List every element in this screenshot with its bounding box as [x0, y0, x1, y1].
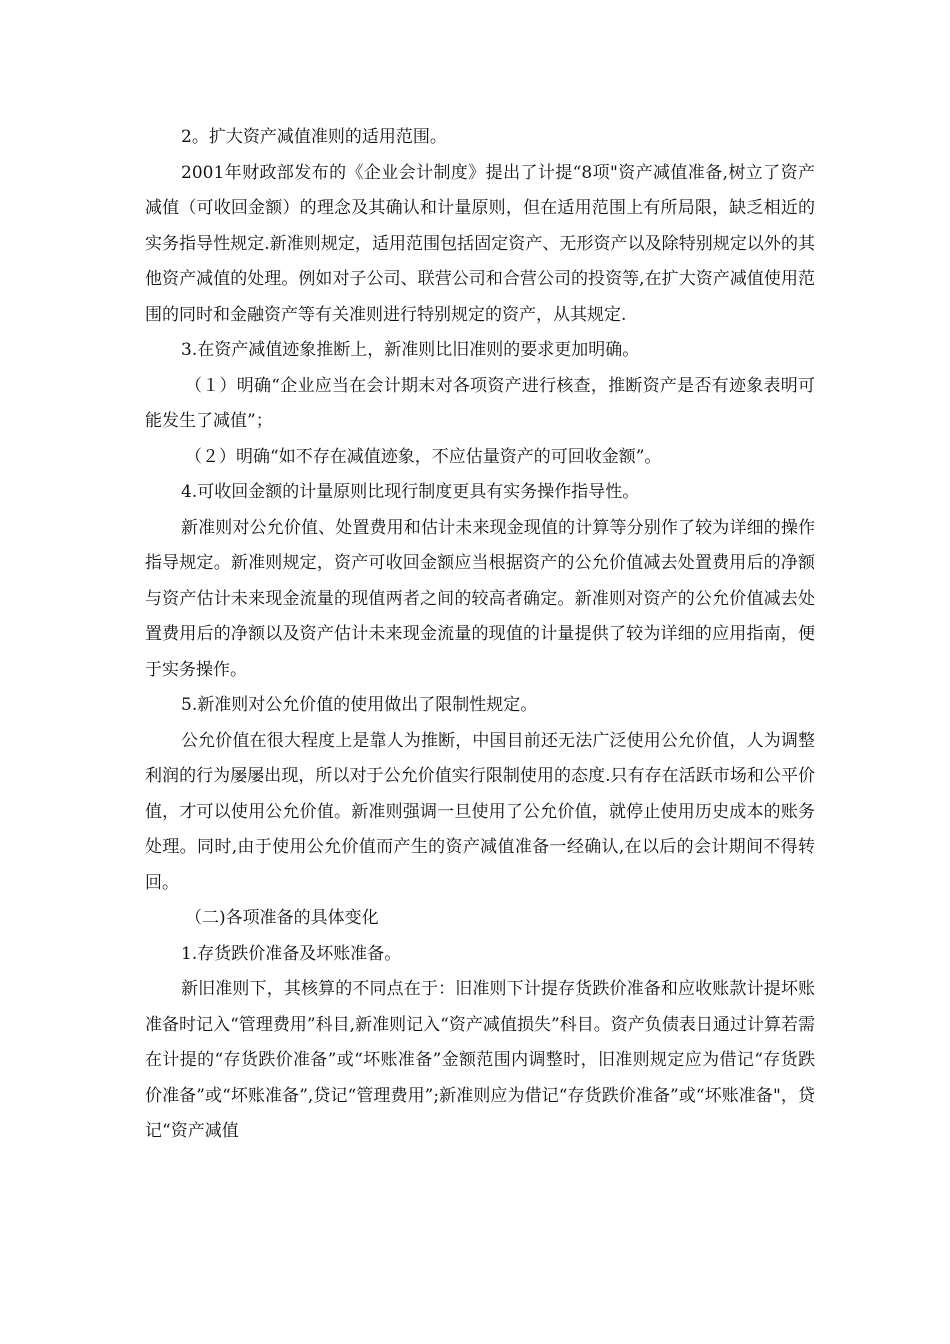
- section-heading-inventory-bad-debt: 1.存货跌价准备及坏账准备。: [181, 943, 402, 964]
- list-item-indicator-2: （２）明确“如不存在减值迹象，不应估量资产的可回收金额”。: [185, 446, 662, 467]
- paragraph-fair-value-detail: 公允价值在很大程度上是靠人为推断，中国目前还无法广泛使用公允价值，人为调整利润的行为屡屡出现，所以对于公允价值实行限制使用的态度.只有存在活跃市场和公平价值，才可以使用公允价值。新准则强调一旦使用了公允价值，就停止使用历史成本的账务处理。同时,由于使用公允价值而产生的资产减值准备一经确认,在以后的会计期间不得转回。: [145, 730, 815, 893]
- section-heading-fair-value: 5.新准则对公允价值的使用做出了限制性规定。: [181, 695, 538, 715]
- section-heading-indicators: 3.在资产减值迹象推断上，新准则比旧准则的要求更加明确。: [181, 340, 640, 360]
- list-item-indicator-1: （１）明确“企业应当在会计期末对各项资产进行核查，推断资产是否有迹象表明可能发生了减值”；: [145, 375, 815, 431]
- paragraph-recoverable-amount-detail: 新准则对公允价值、处置费用和估计未来现金现值的计算等分别作了较为详细的操作指导规定。新准则规定，资产可收回金额应当根据资产的公允价值减去处置费用后的净额与资产估计未来现金流量的现值两者之间的较高者确定。新准则对资产的公允价值减去处置费用后的净额以及资产估计未来现金流量的现值的计量提供了较为详细的应用指南，便于实务操作。: [145, 517, 815, 680]
- paragraph-inventory-bad-debt-detail: 新旧准则下，其核算的不同点在于：旧准则下计提存货跌价准备和应收账款计提坏账准备时记入“管理费用”科目,新准则记入“资产减值损失”科目。资产负债表日通过计算若需在计提的“存货跌价准备”或“坏账准备”金额范围内调整时，旧准则规定应为借记“存货跌价准备”或“坏账准备”,贷记“管理费用”;新准则应为借记“存货跌价准备”或“坏账准备"，贷记“资产减值: [145, 979, 815, 1141]
- paragraph-scope-detail: 2001年财政部发布的《企业会计制度》提出了计提“8项"资产减值准备,树立了资产减值（可收回金额）的理念及其确认和计量原则，但在适用范围上有所局限，缺乏相近的实务指导性规定.新准则规定，适用范围包括固定资产、无形资产以及除特别规定以外的其他资产减值的处理。例如对子公司、联营公司和合营公司的投资等,在扩大资产减值使用范围的同时和金融资产等有关准则进行特别规定的资产，从其规定.: [145, 162, 815, 325]
- section-heading-scope: 2。扩大资产减值准则的适用范围。: [181, 127, 447, 147]
- section-heading-recoverable-amount: 4.可收回金额的计量原则比现行制度更具有实务操作指导性。: [181, 482, 640, 502]
- section-heading-provision-changes: （二)各项准备的具体变化: [185, 908, 379, 928]
- document-body: [145, 120, 815, 1150]
